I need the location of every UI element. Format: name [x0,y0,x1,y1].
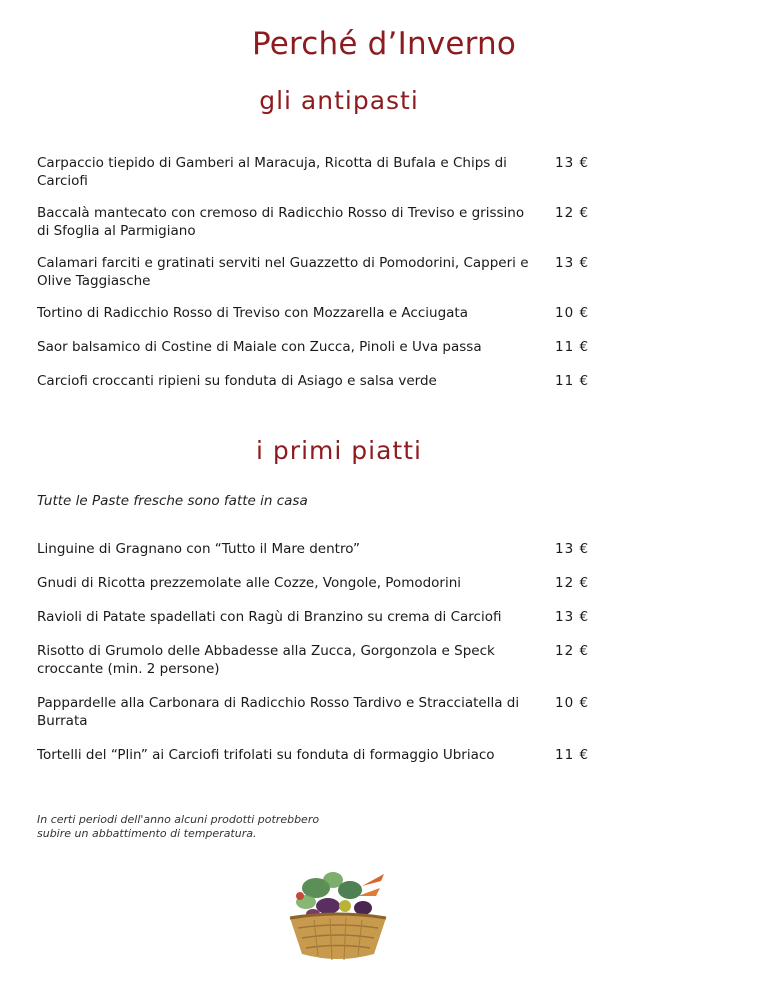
menu-item-name: Tortino di Radicchio Rosso di Treviso con Mozzarella e Acciugata [37,305,468,321]
menu-item-name: Tortelli del “Plin” ai Carciofi trifolati su fonduta di formaggio Ubriaco [37,747,495,763]
menu-item-name: Risotto di Grumolo delle Abbadesse alla Zucca, Gorgonzola e Speck croccante (min. 2 persone) [37,643,495,677]
primi-heading: i primi piatti [256,436,422,465]
menu-item-price: 13 € [555,609,590,625]
menu-item-name: Carpaccio tiepido di Gamberi al Maracuja, Ricotta di Bufala e Chips di Carciofi [37,155,507,189]
menu-item [37,254,597,290]
menu-item [37,608,597,626]
menu-item-price: 11 € [555,747,590,763]
menu-item [37,154,597,190]
menu-item [37,642,597,678]
antipasti-list [37,154,597,406]
menu-item-price: 10 € [555,305,590,321]
menu-item-name: Baccalà mantecato con cremoso di Radicchio Rosso di Treviso e grissino di Sfoglia al Parmigiano [37,205,525,239]
footnote [37,813,377,841]
footnote-line: In certi periodi dell'anno alcuni prodotti potrebbero [37,813,320,826]
menu-item-price: 13 € [555,255,590,271]
menu-item-name: Carciofi croccanti ripieni su fonduta di Asiago e salsa verde [37,373,437,389]
menu-item-price: 13 € [555,541,590,557]
menu-item [37,540,597,558]
menu-item [37,372,597,390]
menu-item-name: Saor balsamico di Costine di Maiale con Zucca, Pinoli e Uva passa [37,339,482,355]
primi-note: Tutte le Paste fresche sono fatte in casa [37,493,308,509]
menu-title: Perché d’Inverno [251,26,517,62]
footnote-line: subire un abbattimento di temperatura. [37,827,257,840]
menu-item [37,694,597,730]
menu-item [37,204,597,240]
antipasti-heading: gli antipasti [259,86,419,115]
menu-item-price: 11 € [555,339,590,355]
menu-item-name: Linguine di Gragnano con “Tutto il Mare dentro” [37,541,360,557]
menu-item [37,574,597,592]
menu-item-price: 11 € [555,373,590,389]
vegetable-basket-illustration [278,866,398,966]
menu-item-name: Pappardelle alla Carbonara di Radicchio Rosso Tardivo e Stracciatella di Burrata [37,695,520,729]
menu-item-price: 10 € [555,695,590,711]
menu-item-name: Gnudi di Ricotta prezzemolate alle Cozze, Vongole, Pomodorini [37,575,462,591]
menu-item-price: 12 € [555,575,590,591]
menu-item-price: 12 € [555,643,590,659]
menu-item [37,304,597,322]
menu-item-name: Calamari farciti e gratinati serviti nel Guazzetto di Pomodorini, Capperi e Olive Taggiasche [37,255,529,289]
menu-item [37,746,597,764]
menu-item-price: 12 € [555,205,590,221]
menu-item-price: 13 € [555,155,590,171]
menu-item [37,338,597,356]
menu-item-name: Ravioli di Patate spadellati con Ragù di Branzino su crema di Carciofi [37,609,502,625]
primi-list [37,540,597,780]
